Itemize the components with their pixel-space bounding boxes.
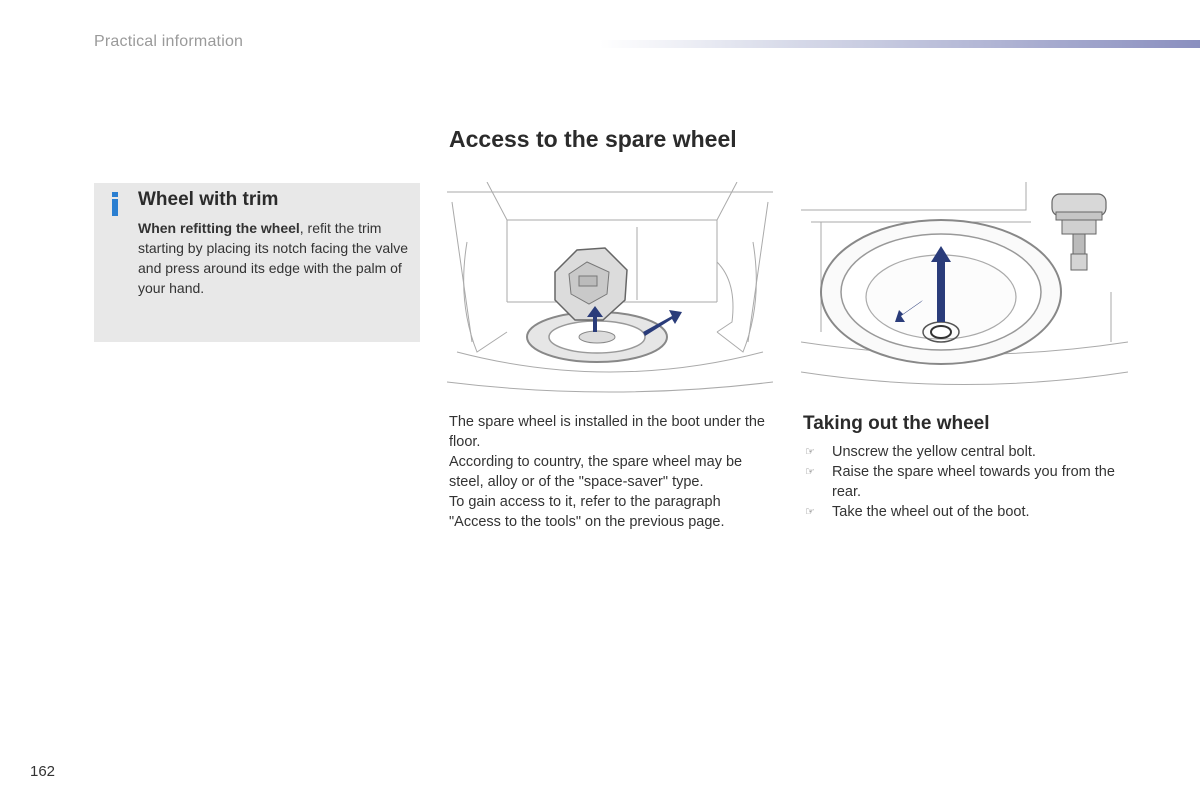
header-decorative-bar — [600, 40, 1200, 48]
info-bold-lead: When refitting the wheel — [138, 220, 300, 236]
page-title: Access to the spare wheel — [449, 126, 737, 152]
pointing-hand-icon: ☞ — [805, 466, 815, 478]
info-icon — [108, 192, 122, 216]
step-text: Take the wheel out of the boot. — [832, 504, 1030, 520]
step-item — [803, 462, 1123, 502]
spare-wheel-bolt-illustration — [801, 182, 1128, 400]
info-text: , refit the trim starting by placing its notch facing the valve and press around its edge with the palm of your hand. — [138, 220, 409, 296]
boot-floor-spare-wheel-illustration — [447, 182, 773, 400]
info-heading: Wheel with trim — [138, 189, 279, 210]
info-box — [94, 183, 420, 342]
intro-text — [449, 412, 769, 532]
step-text: Raise the spare wheel towards you from the rear. — [832, 464, 1115, 500]
intro-paragraph: The spare wheel is installed in the boot under the floor. — [449, 414, 765, 450]
info-body — [138, 218, 414, 298]
pointing-hand-icon: ☞ — [805, 506, 815, 518]
intro-paragraph: According to country, the spare wheel may be steel, alloy or of the "space-saver" type. — [449, 454, 743, 490]
taking-out-steps — [803, 442, 1123, 522]
pointing-hand-icon: ☞ — [805, 446, 815, 458]
taking-out-title: Taking out the wheel — [803, 413, 990, 434]
step-item — [803, 442, 1123, 462]
page-number: 162 — [30, 763, 56, 780]
intro-paragraph: To gain access to it, refer to the paragraph "Access to the tools" on the previous page. — [449, 494, 725, 530]
step-item — [803, 502, 1123, 522]
running-header: Practical information — [94, 33, 244, 50]
step-text: Unscrew the yellow central bolt. — [832, 444, 1036, 460]
